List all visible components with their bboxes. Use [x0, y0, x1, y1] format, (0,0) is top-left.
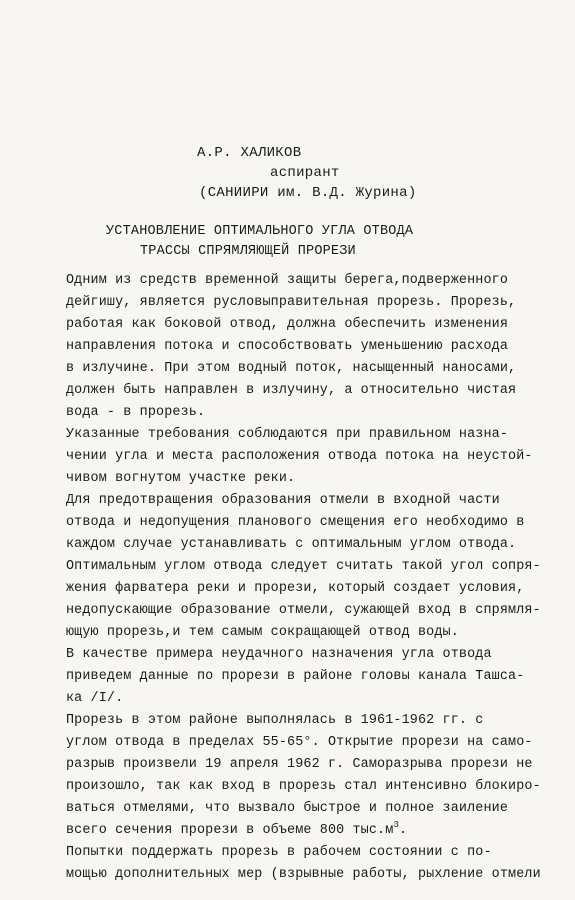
- body-line: должен быть направлен в излучину, а относительно чистая: [66, 383, 517, 398]
- body-line: Указанные требования соблюдаются при правильном назна-: [66, 427, 509, 442]
- body-line: ющую прорезь,и тем самым сокращающей отвод воды.: [66, 625, 459, 640]
- body-line: В качестве примера неудачного назначения угла отвода: [66, 647, 492, 662]
- body-line: в излучине. При этом водный поток, насыщенный наносами,: [66, 361, 517, 376]
- body-line: приведем данные по прорези в районе головы канала Ташса-: [66, 669, 525, 684]
- body-line: разрыв произвели 19 апреля 1962 г. Саморазрыва прорези не: [66, 757, 533, 772]
- body-line: Оптимальным углом отвода следует считать такой угол сопря-: [66, 559, 541, 574]
- body-line: жения фарватера реки и прорези, который создает условия,: [66, 581, 525, 596]
- body-line: углом отвода в пределах 55-65°. Открытие прорези на само-: [66, 735, 533, 750]
- body-line: отвода и недопущения планового смещения его необходимо в: [66, 515, 525, 530]
- body-line: Попытки поддержать прорезь в рабочем состоянии с по-: [66, 845, 492, 860]
- author-position: аспирант: [270, 165, 340, 181]
- body-line: мощью дополнительных мер (взрывные работы, рыхление отмели: [66, 867, 541, 882]
- body-line: дейгишу, является русловыправительная прорезь. Прорезь,: [66, 295, 517, 310]
- body-line: направления потока и способствовать уменьшению расхода: [66, 339, 509, 354]
- body-line: Для предотвращения образования отмели в входной части: [66, 493, 500, 508]
- body-line: чении угла и места расположения отвода потока на неустой-: [66, 449, 533, 464]
- article-title-line-2: ТРАССЫ СПРЯМЛЯЮЩЕЙ ПРОРЕЗИ: [140, 244, 356, 259]
- article-title-line-1: УСТАНОВЛЕНИЕ ОПТИМАЛЬНОГО УГЛА ОТВОДА: [106, 224, 414, 239]
- body-line: ка /I/.: [66, 691, 124, 706]
- body-line: работая как боковой отвод, должна обеспечить изменения: [66, 317, 509, 332]
- period: .: [399, 823, 408, 838]
- author-affiliation: (САНИИРИ им. В.Д. Журина): [199, 185, 417, 201]
- body-line: Одним из средств временной защиты берега,подверженного: [66, 273, 509, 288]
- author-name: А.Р. ХАЛИКОВ: [197, 145, 302, 161]
- body-line: каждом случае устанавливать с оптимальным углом отвода.: [66, 537, 517, 552]
- cubic-superscript: 3: [393, 819, 399, 830]
- body-line: [66, 821, 407, 841]
- body-line: ваться отмелями, что вызвало быстрое и полное заиление: [66, 801, 509, 816]
- body-line: чивом вогнутом участке реки.: [66, 471, 296, 486]
- body-line: произошло, так как вход в прорезь стал интенсивно блокиро-: [66, 779, 541, 794]
- body-line: Прорезь в этом районе выполнялась в 1961-1962 гг. с: [66, 713, 484, 728]
- body-line-text: всего сечения прорези в объеме 800 тыс.м: [66, 823, 394, 838]
- body-line: вода - в прорезь.: [66, 405, 206, 420]
- body-line: недопускающие образование отмели, сужающей вход в спрямля-: [66, 603, 541, 618]
